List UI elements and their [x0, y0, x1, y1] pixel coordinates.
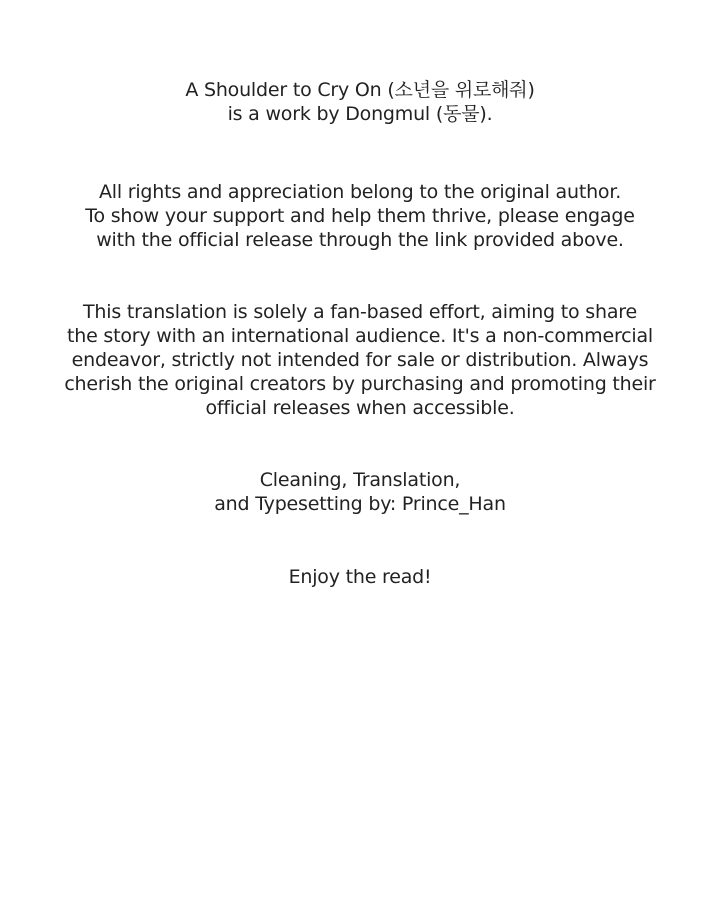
translation-disclaimer: [0, 300, 720, 420]
rights-line-1: All rights and appreciation belong to the original author.: [98, 181, 622, 203]
rights-line-2: To show your support and help them thrive, please engage: [85, 205, 635, 227]
disclaimer-line-1: This translation is solely a fan-based effort, aiming to share: [83, 301, 637, 323]
team-roles-line: Cleaning, Translation,: [259, 469, 461, 491]
disclaimer-line-5: official releases when accessible.: [205, 397, 515, 419]
team-credit: [0, 468, 720, 516]
rights-notice: [0, 180, 720, 252]
author-line: is a work by Dongmul (동물).: [227, 103, 493, 125]
disclaimer-line-2: the story with an international audience. It's a non-commercial: [67, 325, 653, 347]
disclaimer-line-4: cherish the original creators by purchasing and promoting their: [64, 373, 656, 395]
enjoy-text: Enjoy the read!: [288, 566, 432, 588]
work-credit: [0, 78, 720, 126]
disclaimer-line-3: endeavor, strictly not intended for sale or distribution. Always: [71, 349, 649, 371]
rights-line-3: with the official release through the link provided above.: [96, 229, 624, 251]
closing-message: [0, 565, 720, 589]
team-name-line: and Typesetting by: Prince_Han: [214, 493, 506, 515]
work-title-line: A Shoulder to Cry On (소년을 위로해줘): [185, 79, 535, 101]
